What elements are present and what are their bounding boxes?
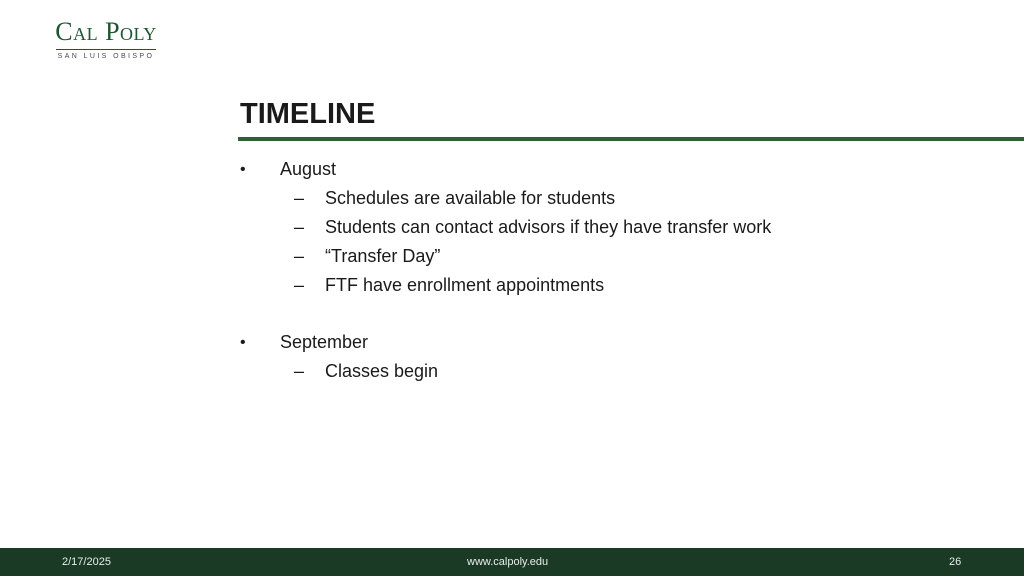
- slide-content: [240, 155, 1000, 386]
- sub-bullet-text: Schedules are available for students: [325, 188, 616, 208]
- cal-poly-logo: [50, 18, 162, 60]
- bullet-text: September: [280, 332, 369, 352]
- footer-page-number: 26: [949, 556, 962, 568]
- section-spacer: [240, 300, 1000, 328]
- logo-subtitle: SAN LUIS OBISPO: [57, 53, 155, 60]
- slide-title: TIMELINE: [240, 98, 376, 130]
- logo-divider: [56, 49, 156, 50]
- bullet-august: [240, 155, 1000, 184]
- dash-icon: –: [294, 246, 305, 266]
- sub-bullet-text: Classes begin: [325, 361, 439, 381]
- dash-icon: –: [294, 361, 305, 381]
- sub-bullet-text: “Transfer Day”: [325, 246, 441, 266]
- sub-bullet: [240, 357, 1000, 386]
- footer-date: 2/17/2025: [62, 556, 111, 568]
- dash-icon: –: [294, 188, 305, 208]
- sub-bullet-text: Students can contact advisors if they have transfer work: [325, 217, 772, 237]
- sub-bullet: [240, 213, 1000, 242]
- dash-icon: –: [294, 217, 305, 237]
- bullet-icon: •: [240, 161, 246, 178]
- dash-icon: –: [294, 275, 305, 295]
- sub-bullet: [240, 242, 1000, 271]
- bullet-text: August: [280, 159, 337, 179]
- sub-bullet: [240, 184, 1000, 213]
- logo-wordmark: Cal Poly: [55, 17, 157, 46]
- bullet-icon: •: [240, 334, 246, 351]
- sub-bullet-text: FTF have enrollment appointments: [325, 275, 605, 295]
- bullet-september: [240, 328, 1000, 357]
- title-underline: [238, 137, 1024, 141]
- slide-footer: [0, 548, 1024, 576]
- sub-bullet: [240, 271, 1000, 300]
- footer-url: www.calpoly.edu: [467, 556, 549, 568]
